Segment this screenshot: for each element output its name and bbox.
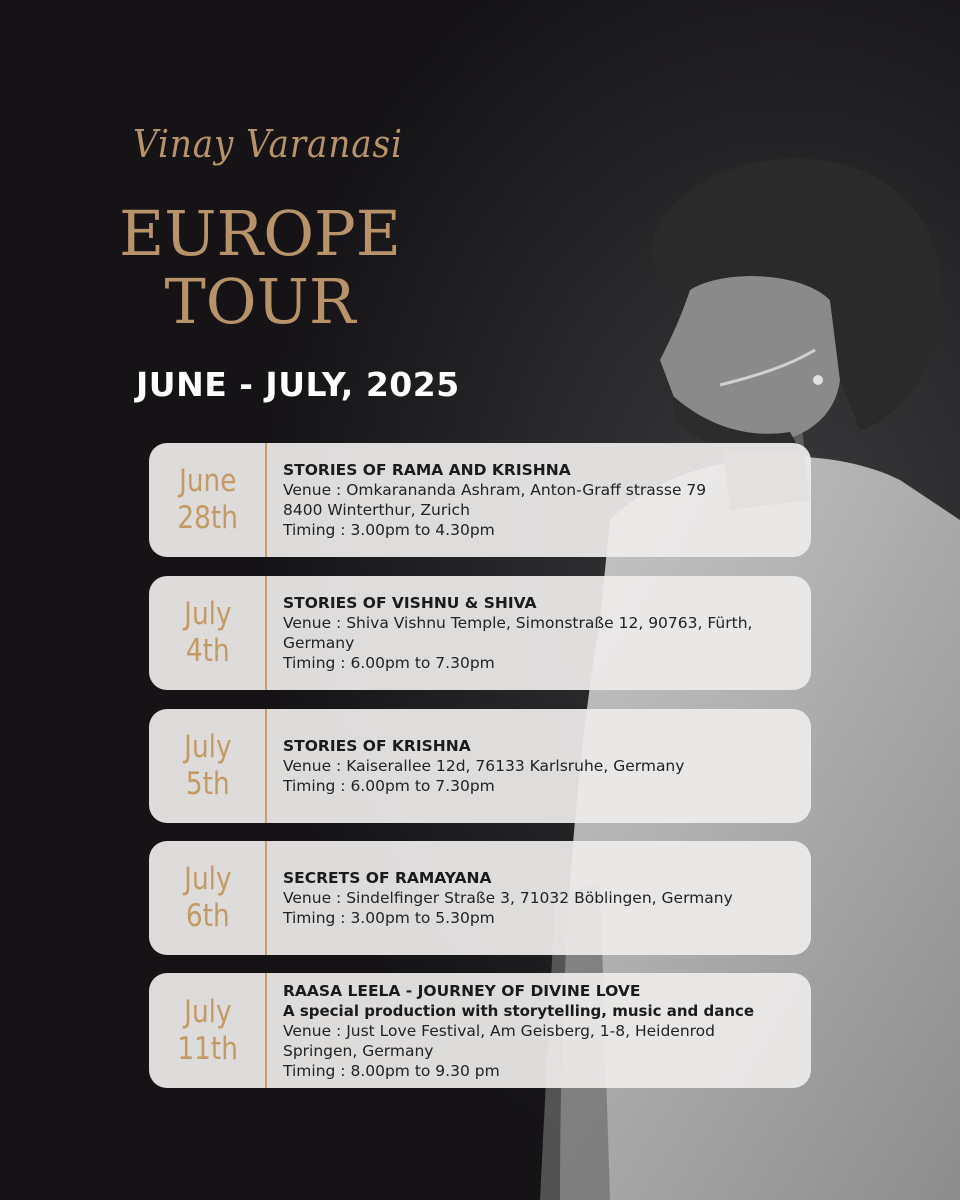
date-divider bbox=[265, 709, 267, 823]
event-info bbox=[283, 709, 801, 823]
event-info bbox=[283, 443, 801, 557]
event-title: SECRETS OF RAMAYANA bbox=[283, 869, 492, 887]
tour-dates: JUNE - JULY, 2025 bbox=[136, 365, 460, 404]
event-title: STORIES OF RAMA AND KRISHNA bbox=[283, 461, 571, 479]
event-date bbox=[149, 841, 267, 955]
event-month: July bbox=[184, 596, 232, 632]
event-title: STORIES OF VISHNU & SHIVA bbox=[283, 594, 537, 612]
event-info bbox=[283, 576, 801, 690]
event-day: 5th bbox=[186, 766, 230, 802]
event-info bbox=[283, 973, 801, 1088]
tour-title bbox=[0, 197, 520, 338]
event-card bbox=[149, 841, 811, 955]
event-card bbox=[149, 973, 811, 1088]
event-card bbox=[149, 709, 811, 823]
event-month: July bbox=[184, 993, 232, 1030]
event-title: RAASA LEELA - JOURNEY OF DIVINE LOVE bbox=[283, 981, 641, 1000]
event-venue: Venue : Sindelfinger Straße 3, 71032 Böblingen, Germany bbox=[283, 889, 733, 907]
event-month: July bbox=[184, 729, 232, 765]
event-card bbox=[149, 576, 811, 690]
event-date bbox=[149, 576, 267, 690]
date-divider bbox=[265, 841, 267, 955]
tour-title-line1: EUROPE bbox=[119, 197, 401, 270]
event-venue-cont: Germany bbox=[283, 634, 355, 652]
event-day: 11th bbox=[177, 1030, 239, 1067]
event-card bbox=[149, 443, 811, 557]
event-timing: Timing : 6.00pm to 7.30pm bbox=[283, 777, 495, 795]
event-date bbox=[149, 973, 267, 1088]
event-timing: Timing : 8.00pm to 9.30 pm bbox=[283, 1061, 500, 1080]
date-divider bbox=[265, 443, 267, 557]
date-divider bbox=[265, 973, 267, 1088]
event-month: July bbox=[184, 861, 232, 897]
event-venue: Venue : Omkarananda Ashram, Anton-Graff strasse 79 bbox=[283, 481, 707, 499]
event-date bbox=[149, 709, 267, 823]
event-month: June bbox=[179, 463, 237, 499]
event-date bbox=[149, 443, 267, 557]
event-title: STORIES OF KRISHNA bbox=[283, 737, 471, 755]
event-day: 4th bbox=[186, 633, 230, 669]
event-venue: Venue : Kaiserallee 12d, 76133 Karlsruhe, Germany bbox=[283, 757, 685, 775]
event-timing: Timing : 6.00pm to 7.30pm bbox=[283, 654, 495, 672]
event-venue-cont: Springen, Germany bbox=[283, 1041, 434, 1060]
event-venue: Venue : Shiva Vishnu Temple, Simonstraße 12, 90763, Fürth, bbox=[283, 614, 753, 632]
event-venue: Venue : Just Love Festival, Am Geisberg, 1-8, Heidenrod bbox=[283, 1021, 715, 1040]
event-venue-cont: 8400 Winterthur, Zurich bbox=[283, 501, 470, 519]
date-divider bbox=[265, 576, 267, 690]
event-timing: Timing : 3.00pm to 5.30pm bbox=[283, 909, 495, 927]
event-subtitle: A special production with storytelling, music and dance bbox=[283, 1001, 755, 1020]
event-info bbox=[283, 841, 801, 955]
event-timing: Timing : 3.00pm to 4.30pm bbox=[283, 521, 495, 539]
artist-name: Vinay Varanasi bbox=[133, 122, 403, 166]
event-day: 28th bbox=[177, 500, 239, 536]
event-day: 6th bbox=[186, 898, 230, 934]
tour-title-line2: TOUR bbox=[164, 265, 356, 338]
